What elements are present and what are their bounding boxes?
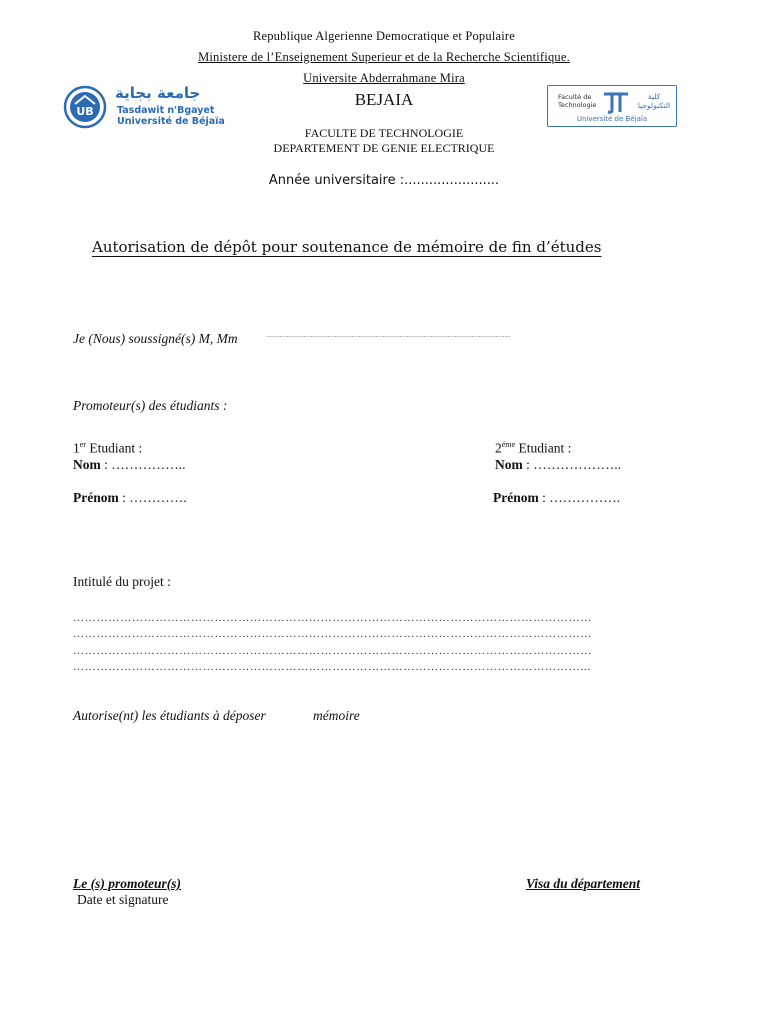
authorize-label: Autorise(nt) les étudiants à déposer — [73, 708, 266, 723]
date-signature-label: Date et signature — [77, 892, 169, 907]
promoter-sign-label: Le (s) promoteur(s) — [73, 876, 181, 891]
faculty-logo — [547, 85, 677, 127]
project-line-4[interactable]: …………………………………………………………………………………………………………………... — [73, 661, 592, 673]
header-line-universite: Universite Abderrahmane Mira — [303, 71, 465, 85]
student2-heading: $2^{éme}$ Etudiant : — [495, 440, 572, 456]
student2-prenom-field[interactable]: : ……………. — [542, 490, 621, 505]
undersigned-label: Je (Nous) soussigné(s) M, Mm — [73, 331, 238, 346]
promoters-label: Promoteur(s) des étudiants : — [73, 398, 228, 413]
student1-prenom — [73, 490, 187, 506]
student1-nom — [73, 457, 186, 473]
logo-arabic-text: جامعة بجاية — [115, 84, 201, 102]
student1-nom-field[interactable]: : …………….. — [104, 457, 186, 472]
header-line-ministere: Ministere de l’Enseignement Superieur et de la Recherche Scientifique. — [198, 50, 570, 64]
student1-prenom-field[interactable]: : …………. — [122, 490, 187, 505]
academic-year: Année universitaire :....................... — [268, 173, 500, 188]
project-line-2[interactable]: …………………………………………………………………………………………………………………… — [73, 628, 593, 640]
student2-nom-label: Nom — [495, 457, 523, 472]
logo-tamazight-text: Tasdawit n'Bgayet — [117, 105, 215, 116]
page-title: Autorisation de dépôt pour soutenance de mémoire de fin d’études — [92, 238, 602, 256]
student1-prenom-label: Prénom — [73, 490, 119, 505]
faculty-emblem-icon — [600, 88, 632, 114]
student1-heading: 1er Etudiant : — [73, 440, 143, 456]
department-visa-label: Visa du département — [526, 876, 641, 891]
student2-prenom — [493, 490, 620, 506]
project-label: Intitulé du projet : — [73, 574, 171, 589]
undersigned-field[interactable]: ................................................................................................................................................................... — [266, 333, 511, 339]
header-department: DEPARTEMENT DE GENIE ELECTRIQUE — [273, 141, 495, 155]
university-logo — [63, 84, 223, 130]
faculty-logo-bottom-text: Université de Béjaïa — [576, 115, 648, 123]
student2-prenom-label: Prénom — [493, 490, 539, 505]
faculty-logo-label-fr: Faculté de Technologie — [558, 93, 597, 109]
header-city: BEJAIA — [354, 90, 414, 109]
project-line-1[interactable]: …………………………………………………………………………………………………………………… — [73, 612, 593, 624]
student1-nom-label: Nom — [73, 457, 101, 472]
faculty-logo-label-ar: كلية التكنولوجيا — [637, 92, 671, 110]
logo-french-text: Université de Béjaïa — [117, 116, 225, 127]
svg-text:UB: UB — [76, 105, 94, 118]
header-faculty: FACULTE DE TECHNOLOGIE — [304, 126, 464, 140]
student2-nom — [495, 457, 621, 473]
project-line-3[interactable]: …………………………………………………………………………………………………………………… — [73, 645, 593, 657]
authorize-object: mémoire — [313, 708, 360, 723]
student2-nom-field[interactable]: : ……………….. — [526, 457, 622, 472]
